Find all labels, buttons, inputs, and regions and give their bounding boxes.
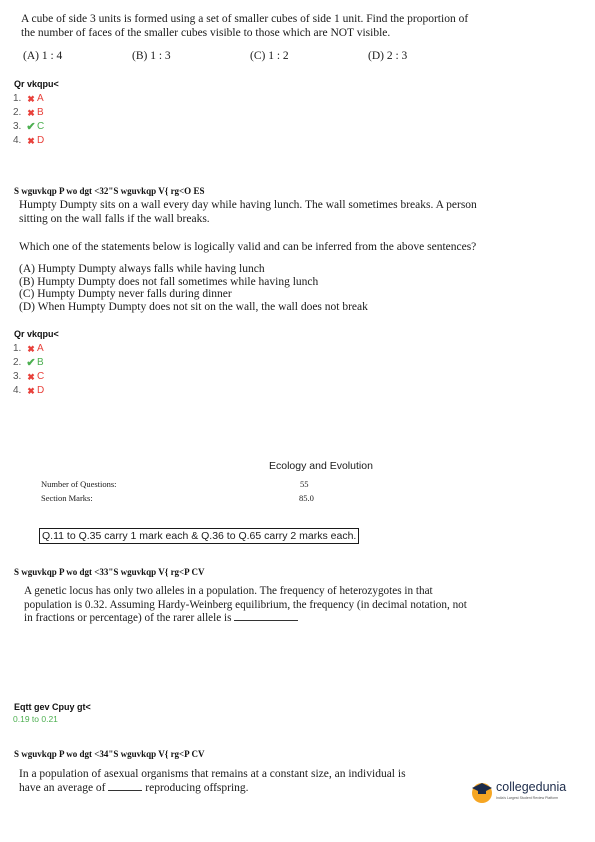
option-a: (A) Humpty Dumpty always falls while having lunch — [19, 263, 265, 275]
question-text: sitting on the wall falls if the wall breaks. — [19, 212, 210, 225]
answer-option: 1. ✖ A — [13, 343, 44, 354]
option-d: (D) When Humpty Dumpty does not sit on the wall, the wall does not break — [19, 300, 368, 313]
answer-option: 2. ✖ B — [13, 107, 44, 118]
answer-option: 3. ✖ C — [13, 371, 45, 382]
question-text: A genetic locus has only two alleles in a population. The frequency of heterozygotes in that — [24, 585, 433, 597]
question-text: In a population of asexual organisms that remains at a constant size, an individual is — [19, 768, 406, 780]
question-text: have an average of — [19, 781, 106, 794]
cross-icon: ✖ — [27, 94, 35, 104]
question-text: population is 0.32. Assuming Hardy-Weinberg equilibrium, the frequency (in decimal notation, not — [24, 598, 467, 611]
graduation-cap-icon — [470, 780, 494, 804]
marks-notice: Q.11 to Q.35 carry 1 mark each & Q.36 to Q.65 carry 2 marks each. — [39, 528, 359, 544]
question-text: Humpty Dumpty sits on a wall every day while having lunch. The wall sometimes breaks. A person — [19, 199, 477, 211]
question-1 — [21, 13, 581, 40]
answer-blank — [108, 790, 142, 791]
num-questions-value: 55 — [300, 479, 309, 489]
question-prompt: Which one of the statements below is logically valid and can be inferred from the above sentences? — [19, 241, 477, 253]
num-questions-label: Number of Questions: — [41, 479, 117, 489]
cross-icon: ✖ — [27, 136, 35, 146]
cross-icon: ✖ — [27, 108, 35, 118]
check-icon: ✔ — [26, 121, 36, 133]
answer-header: Qr vkqpu< — [14, 329, 59, 339]
section-marks-value: 85.0 — [299, 493, 314, 503]
check-icon: ✔ — [26, 357, 36, 369]
logo-tagline: India's Largest Student Review Platform — [496, 796, 559, 800]
option-a: (A) 1 : 4 — [23, 50, 63, 62]
answer-option: 2. ✔ B — [13, 357, 44, 369]
logo-text: collegedunia — [496, 780, 567, 794]
answer-option: 4. ✖ D — [13, 135, 45, 146]
question-text: A cube of side 3 units is formed using a set of smaller cubes of side 1 unit. Find the proportion of — [21, 13, 469, 25]
question-4 — [19, 768, 459, 795]
answer-option: 1. ✖ A — [13, 93, 44, 104]
answer-header: Qr vkqpu< — [14, 79, 59, 89]
collegedunia-logo — [470, 778, 590, 814]
answer-option: 3. ✔ C — [13, 121, 45, 133]
question-text: reproducing offspring. — [145, 781, 249, 794]
cross-icon: ✖ — [27, 386, 35, 396]
option-d: (D) 2 : 3 — [368, 50, 408, 62]
option-c: (C) Humpty Dumpty never falls during dinner — [19, 288, 232, 300]
question-text: the number of faces of the smaller cubes visible to those which are NOT visible. — [21, 26, 391, 39]
answer-blank — [234, 620, 298, 621]
question-3 — [24, 585, 584, 626]
question-text: in fractions or percentage) of the rarer allele is — [24, 612, 232, 624]
option-b: (B) Humpty Dumpty does not fall sometimes while having lunch — [19, 275, 319, 288]
cross-icon: ✖ — [27, 372, 35, 382]
section-title: Ecology and Evolution — [269, 460, 373, 472]
answer-list — [13, 92, 44, 148]
option-list — [19, 263, 368, 313]
question-2 — [19, 199, 579, 226]
question-header: S wguvkqp P wo dgt <34"S wguvkqp V{ rg<P CV — [14, 749, 205, 759]
answer-option: 4. ✖ D — [13, 385, 45, 396]
question-header: S wguvkqp P wo dgt <33"S wguvkqp V{ rg<P CV — [14, 567, 205, 577]
section-marks-label: Section Marks: — [41, 493, 93, 503]
question-header: S wguvkqp P wo dgt <32"S wguvkqp V{ rg<O ES — [14, 186, 205, 196]
option-b: (B) 1 : 3 — [132, 50, 171, 62]
correct-answer-value: 0.19 to 0.21 — [13, 714, 58, 724]
answer-header: Eqtt gev Cpuy gt< — [14, 702, 91, 712]
cross-icon: ✖ — [27, 344, 35, 354]
option-c: (C) 1 : 2 — [250, 50, 289, 62]
answer-list — [13, 342, 44, 398]
